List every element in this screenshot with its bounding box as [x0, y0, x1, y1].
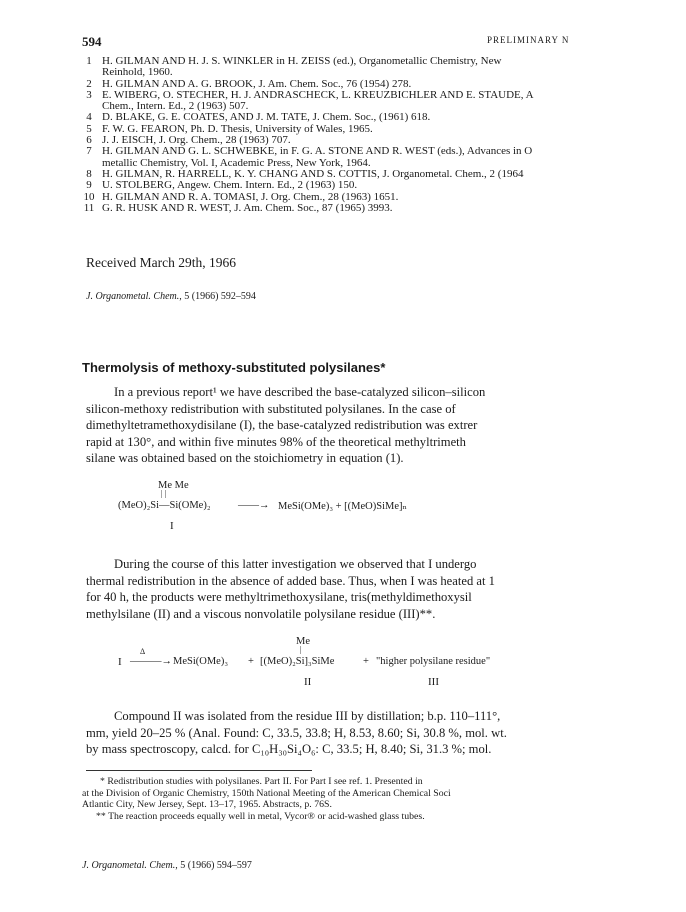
- journal-citation-bottom: [82, 860, 252, 871]
- reference-text: J. J. EISCH, J. Org. Chem., 28 (1963) 707.: [102, 134, 291, 147]
- footnote-line: * Redistribution studies with polysilanes. Part II. For Part I see ref. 1. Presented in: [100, 776, 423, 787]
- reference-text: G. R. HUSK AND R. WEST, J. Am. Chem. Soc., 87 (1965) 3993.: [102, 201, 393, 214]
- footnotes: [82, 776, 451, 822]
- text-line: In a previous report¹ we have described the base-catalyzed silicon–silicon: [114, 385, 486, 399]
- eq1-arrow: ——→: [238, 500, 270, 511]
- eq2-reactant: I: [118, 656, 122, 668]
- paragraph-1: [86, 384, 686, 467]
- text-line: During the course of this latter investigation we observed that I undergo: [114, 557, 477, 571]
- equation-2: [118, 636, 588, 696]
- text-line: silane was obtained based on the stoichiometry in equation (1).: [86, 451, 404, 465]
- reference-item: [86, 146, 672, 169]
- reference-list: [83, 55, 672, 214]
- reference-number: 2: [86, 77, 92, 90]
- reference-text-continued: Reinhold, 1960.: [102, 66, 173, 79]
- eq1-compound-label: I: [170, 520, 174, 532]
- reference-text-continued: Chem., Intern. Ed., 2 (1963) 507.: [102, 100, 249, 113]
- reference-number: 11: [83, 201, 95, 214]
- eq2-compound-label-2: II: [304, 676, 312, 688]
- journal-citation-top: [86, 291, 256, 302]
- reference-item: [83, 201, 672, 214]
- footnote-line: ** The reaction proceeds equally well in metal, Vycor® or acid-washed glass tubes.: [96, 810, 425, 822]
- reference-number: 1: [86, 55, 92, 67]
- text-line: thermal redistribution in the absence of added base. Thus, when I was heated at 1: [86, 573, 495, 588]
- paragraph-3: [86, 708, 507, 758]
- journal-volume: 5 (1966) 592–594: [184, 291, 256, 302]
- eq1-reactant: (MeO)₂Si—Si(OMe)₂: [118, 500, 211, 511]
- reference-number: 5: [86, 122, 92, 135]
- text-line: Compound II was isolated from the residue III by distillation; b.p. 110–111°,: [114, 709, 501, 723]
- eq2-plus-1: +: [248, 656, 254, 667]
- reference-text: F. W. G. FEARON, Ph. D. Thesis, University of Wales, 1965.: [102, 122, 373, 135]
- text-line: dimethyltetramethoxydisilane (I), the base-catalyzed redistribution was extrer: [86, 418, 478, 432]
- eq2-product-3: "higher polysilane residue": [376, 656, 491, 667]
- page-header: [82, 34, 672, 50]
- reference-text: H. GILMAN AND G. L. SCHWEBKE, in F. G. A. STONE AND R. WEST (eds.), Advances in O: [102, 145, 533, 158]
- text-line: methylsilane (II) and a viscous nonvolatile polysilane residue (III)**.: [86, 606, 436, 621]
- reference-number: 10: [83, 190, 95, 203]
- eq1-bonds: | |: [161, 489, 167, 498]
- footnote-divider: [86, 770, 312, 771]
- reference-text: E. WIBERG, O. STECHER, H. J. ANDRASCHECK, L. KREUZBICHLER AND E. STAUDE, A: [102, 88, 534, 101]
- journal-volume: 5 (1966) 594–597: [180, 860, 252, 871]
- text-line: for 40 h, the products were methyltrimethoxysilane, tris(methyldimethoxysil: [86, 590, 472, 604]
- reference-number: 6: [86, 134, 92, 147]
- reference-number: 7: [86, 145, 92, 158]
- eq2-product-1: MeSi(OMe)₃: [173, 656, 228, 667]
- eq2-compound-label-3: III: [428, 676, 439, 688]
- eq2-product-2: [(MeO)₂Si]₃SiMe: [260, 656, 335, 667]
- eq1-methyl-substituents: Me Me: [158, 480, 189, 491]
- reference-text: H. GILMAN AND R. A. TOMASI, J. Org. Chem., 28 (1963) 1651.: [102, 190, 399, 203]
- reference-number: 3: [86, 88, 92, 101]
- eq2-heat-symbol: Δ: [140, 647, 146, 656]
- reference-item: [86, 90, 672, 113]
- text-line: by mass spectroscopy, calcd. for C₁₀H₃₀Si₄O₆: C, 33.5; H, 8.40; Si, 31.3 %; mol.: [86, 742, 492, 756]
- reference-text: H. GILMAN AND A. G. BROOK, J. Am. Chem. Soc., 76 (1954) 278.: [102, 77, 412, 90]
- article-title: Thermolysis of methoxy-substituted polysilanes*: [82, 360, 386, 375]
- reference-number: 4: [86, 111, 92, 124]
- journal-name: J. Organometal. Chem.,: [86, 291, 182, 302]
- reference-text: D. BLAKE, G. E. COATES, AND J. M. TATE, J. Chem. Soc., (1961) 618.: [102, 111, 431, 124]
- eq2-plus-2: +: [363, 656, 369, 667]
- reference-number: 9: [86, 179, 92, 192]
- paragraph-2: [86, 556, 495, 622]
- page-number: 594: [82, 34, 102, 49]
- eq2-arrow: ———→: [130, 656, 172, 667]
- equation-1: [118, 480, 578, 540]
- reference-text: U. STOLBERG, Angew. Chem. Intern. Ed., 2 (1963) 150.: [102, 179, 358, 192]
- received-date: Received March 29th, 1966: [86, 255, 236, 270]
- footnote-line: Atlantic City, New Jersey, Sept. 13–17, 1965. Abstracts, p. 76S.: [82, 799, 332, 810]
- text-line: silicon-methoxy redistribution with substituted polysilanes. In the case of: [86, 401, 456, 416]
- footnote-line: at the Division of Organic Chemistry, 150th National Meeting of the American Chemical Soci: [82, 787, 451, 799]
- text-line: mm, yield 20–25 % (Anal. Found: C, 33.5, 33.8; H, 8.53, 8.60; Si, 30.8 %, mol. wt.: [86, 725, 507, 740]
- journal-name: J. Organometal. Chem.,: [82, 860, 178, 871]
- reference-text: H. GILMAN, R. HARRELL, K. Y. CHANG AND S. COTTIS, J. Organometal. Chem., 2 (1964: [102, 167, 524, 180]
- reference-item: [86, 180, 672, 191]
- reference-number: 8: [86, 167, 92, 180]
- eq2-methyl-substituent: Me: [296, 636, 310, 647]
- running-title: PRELIMINARY N: [487, 35, 570, 45]
- reference-text-continued: metallic Chemistry, Vol. I, Academic Press, New York, 1964.: [102, 156, 371, 169]
- reference-text: H. GILMAN AND H. J. S. WINKLER in H. ZEISS (ed.), Organometallic Chemistry, New: [102, 55, 502, 67]
- reference-item: [86, 56, 672, 79]
- eq1-products: MeSi(OMe)₃ + [(MeO)SiMe]ₙ: [278, 501, 408, 512]
- text-line: rapid at 130°, and within five minutes 98% of the theoretical methyltrimeth: [86, 434, 466, 449]
- eq2-bond: |: [300, 645, 302, 654]
